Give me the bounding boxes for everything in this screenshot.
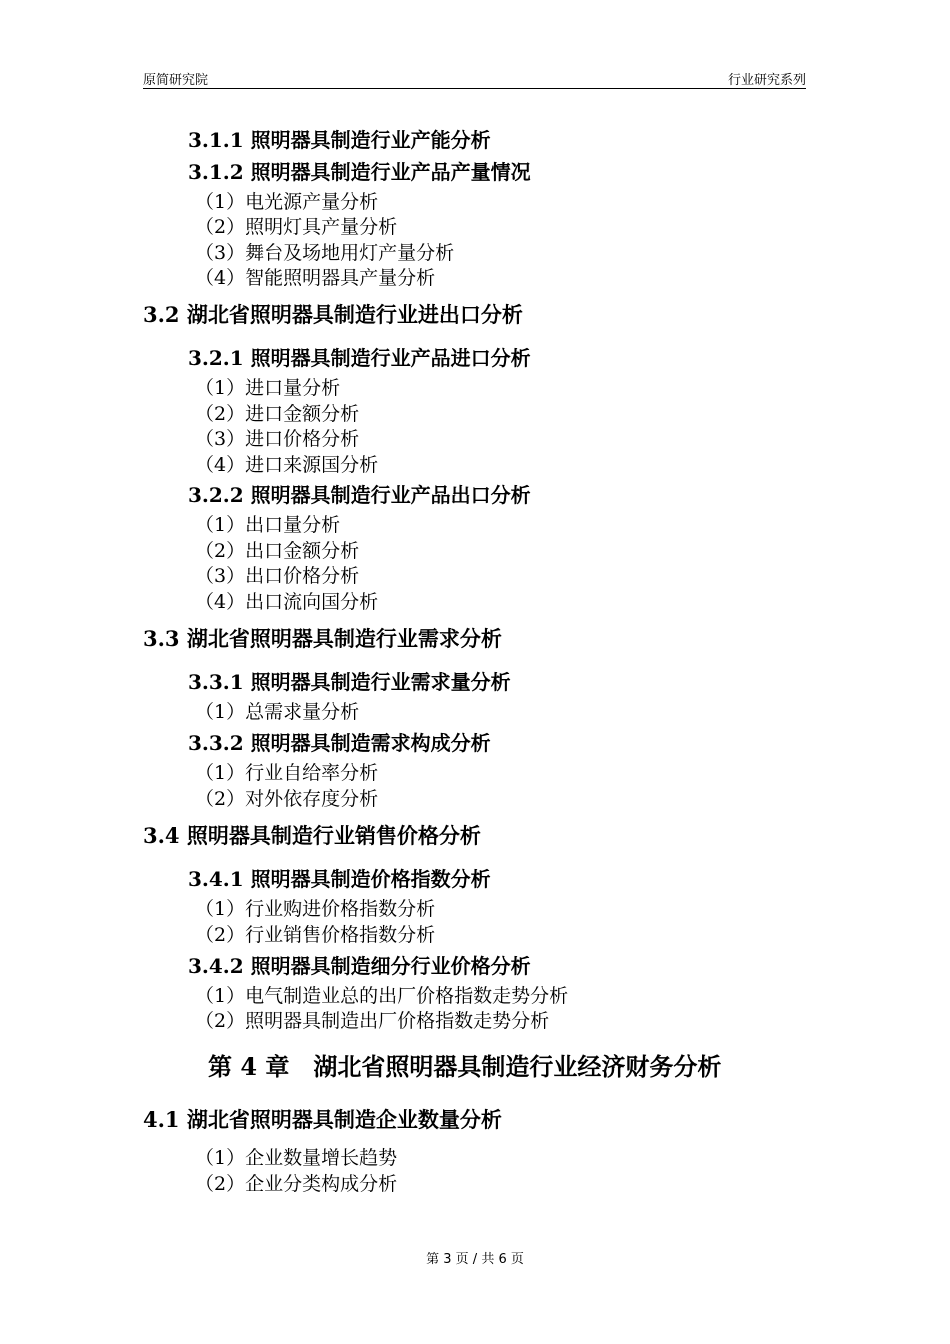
toc-section: 3.2 湖北省照明器具制造行业进出口分析 xyxy=(143,302,523,327)
toc-subsection: 3.2.2 照明器具制造行业产品出口分析 xyxy=(188,483,531,507)
toc-item: （1）进口量分析 xyxy=(195,377,341,399)
toc-item: （2）行业销售价格指数分析 xyxy=(195,924,436,946)
page-number: 第 3 页 / 共 6 页 xyxy=(426,1252,524,1267)
toc-section: 4.1 湖北省照明器具制造企业数量分析 xyxy=(143,1107,502,1132)
toc-section: 3.4 照明器具制造行业销售价格分析 xyxy=(143,823,481,848)
toc-item: （1）行业购进价格指数分析 xyxy=(195,898,436,920)
toc-subsection: 3.4.1 照明器具制造价格指数分析 xyxy=(188,867,491,891)
toc-item: （1）电光源产量分析 xyxy=(195,191,379,213)
toc-item: （3）出口价格分析 xyxy=(195,565,360,587)
toc-item: （2）对外依存度分析 xyxy=(195,788,379,810)
toc-chapter: 第 4 章 湖北省照明器具制造行业经济财务分析 xyxy=(208,1052,722,1081)
toc-item: （1）电气制造业总的出厂价格指数走势分析 xyxy=(195,985,569,1007)
toc-subsection: 3.3.1 照明器具制造行业需求量分析 xyxy=(188,670,511,694)
toc-subsection: 3.4.2 照明器具制造细分行业价格分析 xyxy=(188,954,531,978)
toc-item: （4）出口流向国分析 xyxy=(195,591,379,613)
toc-item: （2）出口金额分析 xyxy=(195,540,360,562)
toc-item: （2）照明器具制造出厂价格指数走势分析 xyxy=(195,1010,550,1032)
toc-item: （4）智能照明器具产量分析 xyxy=(195,267,436,289)
toc-item: （1）出口量分析 xyxy=(195,514,341,536)
toc-item: （1）行业自给率分析 xyxy=(195,762,379,784)
header-series: 行业研究系列 xyxy=(727,73,806,88)
toc-item: （3）进口价格分析 xyxy=(195,428,360,450)
toc-item: （2）进口金额分析 xyxy=(195,403,360,425)
toc-item: （1）企业数量增长趋势 xyxy=(195,1147,398,1169)
page-footer xyxy=(0,1248,950,1267)
toc-item: （2）企业分类构成分析 xyxy=(195,1173,398,1195)
toc-item: （2）照明灯具产量分析 xyxy=(195,216,398,238)
toc-subsection: 3.1.1 照明器具制造行业产能分析 xyxy=(188,128,491,152)
toc-subsection: 3.1.2 照明器具制造行业产品产量情况 xyxy=(188,160,531,184)
toc-section: 3.3 湖北省照明器具制造行业需求分析 xyxy=(143,626,502,651)
toc-item: （1）总需求量分析 xyxy=(195,701,360,723)
toc-subsection: 3.2.1 照明器具制造行业产品进口分析 xyxy=(188,346,531,370)
toc-item: （3）舞台及场地用灯产量分析 xyxy=(195,242,455,264)
header-publisher: 原简研究院 xyxy=(143,73,209,88)
toc-item: （4）进口来源国分析 xyxy=(195,454,379,476)
toc-subsection: 3.3.2 照明器具制造需求构成分析 xyxy=(188,731,491,755)
